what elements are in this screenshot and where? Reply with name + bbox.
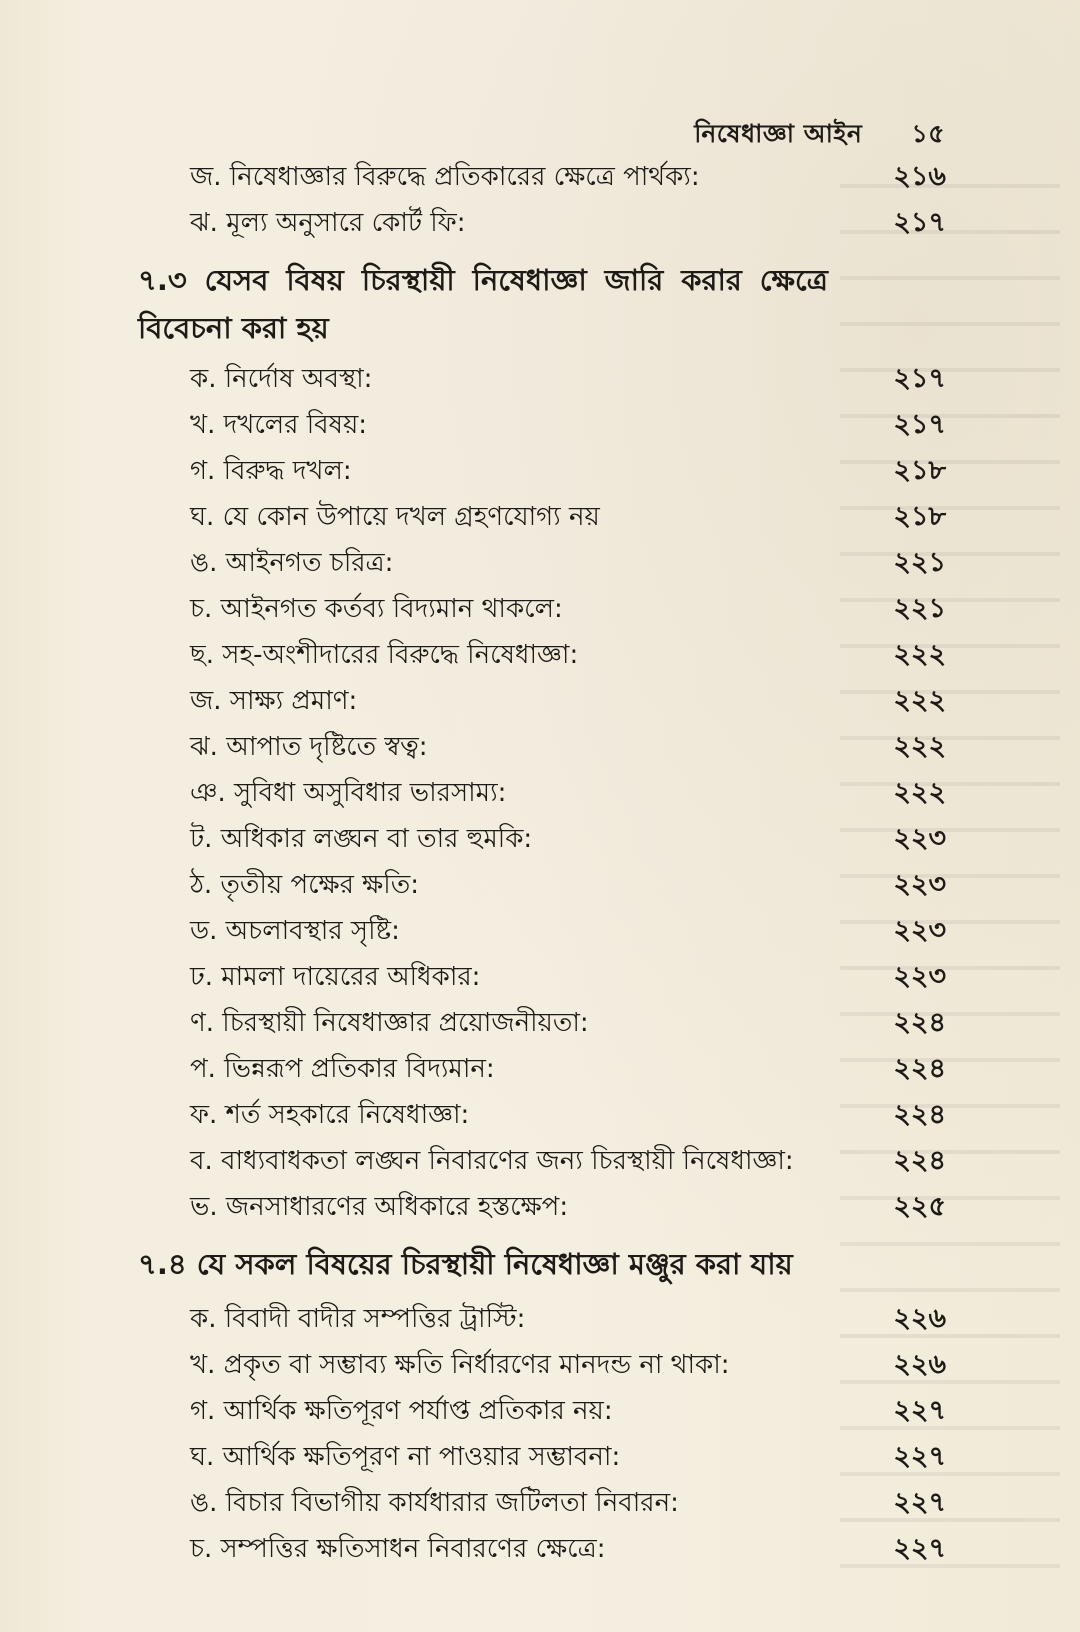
toc-entry-label: ঝ. মূল্য অনুসারে কোর্ট ফি: [190, 208, 466, 238]
toc-entry-label: জ. সাক্ষ্য প্রমাণ: [190, 686, 358, 716]
toc-entry [138, 1388, 946, 1434]
section-heading-7-4-text: ৭.৪ যে সকল বিষয়ের চিরস্থায়ী নিষেধাজ্ঞা মঞ্জুর করা যায় [138, 1247, 793, 1281]
section-heading-7-3-line1: ৭.৩ যেসব বিষয় চিরস্থায়ী নিষেধাজ্ঞা জারি করার ক্ষেত্রে [138, 263, 828, 297]
toc-entry-page-number: ২২৪ [893, 1145, 946, 1176]
toc-entry-label: ফ. শর্ত সহকারে নিষেধাজ্ঞা: [190, 1100, 470, 1130]
toc-entry [138, 1526, 946, 1572]
toc-entry [138, 540, 946, 586]
toc-entry-page-number: ২২২ [893, 777, 946, 808]
toc-entry-label: জ. নিষেধাজ্ঞার বিরুদ্ধে প্রতিকারের ক্ষেত্রে পার্থক্য: [190, 162, 700, 192]
toc-entry-page-number: ২২৭ [893, 1487, 946, 1518]
toc-entry-page-number: ২২৩ [893, 915, 946, 946]
toc-entry-page-number: ২১৭ [893, 409, 946, 440]
section-7-4-entries [138, 1296, 946, 1572]
toc-entry [138, 1184, 946, 1230]
toc-entry-page-number: ২২২ [893, 731, 946, 762]
toc-entry [138, 770, 946, 816]
toc-entry-page-number: ২২৭ [893, 1533, 946, 1564]
toc-entry [138, 1434, 946, 1480]
toc-entry [138, 356, 946, 402]
toc-entry-page-number: ২২৪ [893, 1099, 946, 1130]
toc-entry [138, 586, 946, 632]
toc-entry-page-number: ২২২ [893, 685, 946, 716]
toc-entry [138, 1342, 946, 1388]
toc-entry-label: ক. বিবাদী বাদীর সম্পত্তির ট্রাস্টি: [190, 1304, 526, 1334]
toc-entry-page-number: ২১৬ [893, 161, 946, 192]
toc-entry-label: চ. আইনগত কর্তব্য বিদ্যমান থাকলে: [190, 594, 563, 624]
toc-entry-label: ট. অধিকার লঙ্ঘন বা তার হুমকি: [190, 824, 533, 854]
toc-entry [138, 1138, 946, 1184]
toc-entry-page-number: ২১৮ [893, 455, 946, 486]
toc-entry [138, 1296, 946, 1342]
toc-entry-page-number: ২১৮ [893, 501, 946, 532]
toc-entry [138, 678, 946, 724]
toc-entry-page-number: ২২৪ [893, 1007, 946, 1038]
toc-entry-page-number: ২১৭ [893, 363, 946, 394]
toc-entry-label: প. ভিন্নরূপ প্রতিকার বিদ্যমান: [190, 1054, 495, 1084]
toc-entry-page-number: ২২৩ [893, 869, 946, 900]
toc-entry [138, 632, 946, 678]
toc-entry-page-number: ২২৭ [893, 1395, 946, 1426]
section-7-3-entries [138, 356, 946, 1230]
toc-entry-label: ঘ. যে কোন উপায়ে দখল গ্রহণযোগ্য নয় [190, 502, 600, 532]
toc-entry [138, 816, 946, 862]
toc-entry-label: ঘ. আর্থিক ক্ষতিপূরণ না পাওয়ার সম্ভাবনা: [190, 1442, 621, 1472]
toc-entry-page-number: ২২৬ [893, 1303, 946, 1334]
toc-entry-page-number: ২২১ [893, 547, 946, 578]
toc-entry-label: ব. বাধ্যবাধকতা লঙ্ঘন নিবারণের জন্য চিরস্থায়ী নিষেধাজ্ঞা: [190, 1146, 794, 1176]
toc-entry-label: চ. সম্পত্তির ক্ষতিসাধন নিবারণের ক্ষেত্রে: [190, 1534, 606, 1564]
toc-entry-label: গ. বিরুদ্ধ দখল: [190, 456, 352, 486]
toc-entry-page-number: ২২৬ [893, 1349, 946, 1380]
toc-entry-page-number: ২২৪ [893, 1053, 946, 1084]
running-header [694, 114, 945, 157]
toc-entry [138, 1480, 946, 1526]
toc-entry [138, 724, 946, 770]
toc-entry [138, 862, 946, 908]
toc-entry-label: ঞ. সুবিধা অসুবিধার ভারসাম্য: [190, 778, 507, 808]
header-title: নিষেধাজ্ঞা আইন [694, 119, 863, 148]
table-of-contents [138, 154, 946, 1572]
toc-entry [138, 494, 946, 540]
toc-entry-label: ড. অচলাবস্থার সৃষ্টি: [190, 916, 400, 946]
toc-entry-label: খ. দখলের বিষয়: [190, 410, 368, 440]
toc-entry-label: ণ. চিরস্থায়ী নিষেধাজ্ঞার প্রয়োজনীয়তা: [190, 1008, 589, 1038]
toc-entry [138, 954, 946, 1000]
toc-entry [138, 1000, 946, 1046]
toc-entry-page-number: ২২৩ [893, 961, 946, 992]
toc-entry-label: ভ. জনসাধারণের অধিকারে হস্তক্ষেপ: [190, 1192, 569, 1222]
toc-entry-page-number: ২১৭ [893, 207, 946, 238]
toc-entry-label: ঙ. আইনগত চরিত্র: [190, 548, 394, 578]
toc-entry [138, 1092, 946, 1138]
toc-entry [138, 1046, 946, 1092]
section-heading-7-3-line2: বিবেচনা করা হয় [138, 311, 329, 345]
toc-entry-label: খ. প্রকৃত বা সম্ভাব্য ক্ষতি নির্ধারণের মানদন্ড না থাকা: [190, 1350, 730, 1380]
toc-entry-label: গ. আর্থিক ক্ষতিপূরণ পর্যাপ্ত প্রতিকার নয়: [190, 1396, 613, 1426]
section-heading-7-4 [138, 1240, 946, 1296]
toc-entry-label: ঢ. মামলা দায়েরের অধিকার: [190, 962, 481, 992]
toc-entry [138, 448, 946, 494]
toc-entry-label: ক. নির্দোষ অবস্থা: [190, 364, 373, 394]
toc-entry [138, 402, 946, 448]
toc-entry-page-number: ২২১ [893, 593, 946, 624]
toc-entry-label: ঙ. বিচার বিভাগীয় কার্যধারার জটিলতা নিবারন: [190, 1488, 679, 1518]
toc-entry [138, 908, 946, 954]
section-heading-7-3 [138, 256, 946, 356]
toc-entry-page-number: ২২৫ [893, 1191, 946, 1222]
pre-entries-list [138, 154, 946, 246]
toc-entry-page-number: ২২৭ [893, 1441, 946, 1472]
toc-entry-page-number: ২২২ [893, 639, 946, 670]
toc-entry [138, 154, 946, 200]
toc-entry-label: ঝ. আপাত দৃষ্টিতে স্বত্ব: [190, 732, 428, 762]
toc-entry-label: ঠ. তৃতীয় পক্ষের ক্ষতি: [190, 870, 419, 900]
header-page-number: ১৫ [911, 119, 945, 148]
toc-entry [138, 200, 946, 246]
toc-entry-label: ছ. সহ-অংশীদারের বিরুদ্ধে নিষেধাজ্ঞা: [190, 640, 579, 670]
toc-entry-page-number: ২২৩ [893, 823, 946, 854]
